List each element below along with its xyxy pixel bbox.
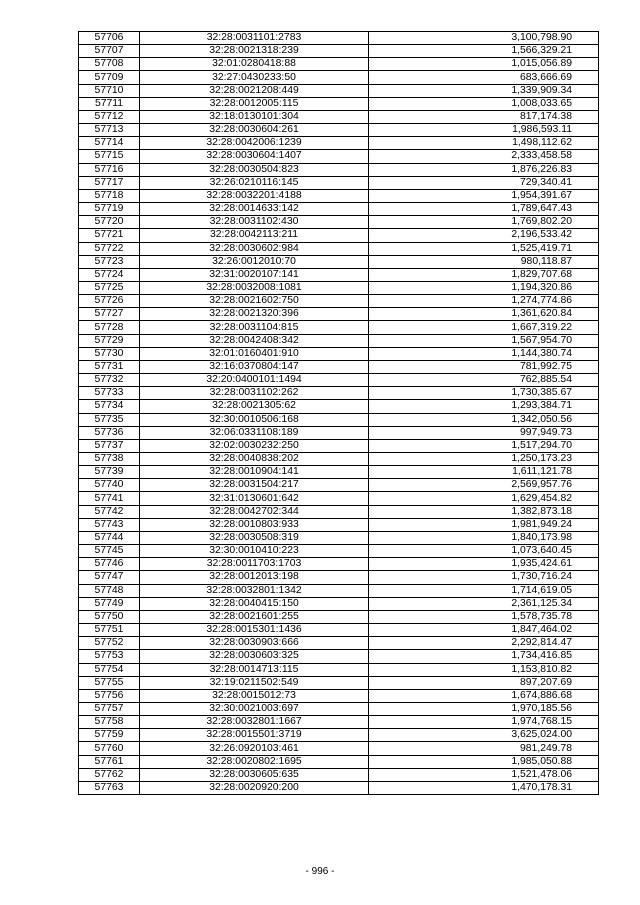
row-number-cell: 57714 bbox=[79, 137, 140, 150]
value-cell: 1,981,949.24 bbox=[369, 518, 599, 531]
table-row bbox=[79, 163, 599, 176]
table-row bbox=[79, 689, 599, 702]
row-number-cell: 57726 bbox=[79, 295, 140, 308]
row-number-cell: 57723 bbox=[79, 255, 140, 268]
table-row bbox=[79, 360, 599, 373]
cadastral-number-cell: 32:28:0042113:211 bbox=[140, 229, 369, 242]
cadastral-number-cell: 32:28:0032801:1342 bbox=[140, 584, 369, 597]
row-number-cell: 57745 bbox=[79, 545, 140, 558]
value-cell: 683,666.69 bbox=[369, 71, 599, 84]
table-row bbox=[79, 189, 599, 202]
row-number-cell: 57760 bbox=[79, 742, 140, 755]
cadastral-number-cell: 32:28:0030604:1407 bbox=[140, 150, 369, 163]
table-row bbox=[79, 545, 599, 558]
cadastral-number-cell: 32:28:0030602:984 bbox=[140, 242, 369, 255]
value-cell: 997,949.73 bbox=[369, 426, 599, 439]
value-cell: 3,100,798.90 bbox=[369, 32, 599, 45]
value-cell: 1,829,707.68 bbox=[369, 268, 599, 281]
value-cell: 1,293,384.71 bbox=[369, 400, 599, 413]
table-row bbox=[79, 281, 599, 294]
value-cell: 1,274,774.86 bbox=[369, 295, 599, 308]
cadastral-number-cell: 32:28:0021602:750 bbox=[140, 295, 369, 308]
value-cell: 1,847,464.02 bbox=[369, 624, 599, 637]
cadastral-number-cell: 32:28:0021320:396 bbox=[140, 308, 369, 321]
cadastral-number-cell: 32:02:0030232:250 bbox=[140, 439, 369, 452]
value-cell: 1,789,647.43 bbox=[369, 203, 599, 216]
table-row bbox=[79, 466, 599, 479]
row-number-cell: 57711 bbox=[79, 97, 140, 110]
value-cell: 1,521,478.06 bbox=[369, 768, 599, 781]
cadastral-number-cell: 32:28:0010803:933 bbox=[140, 518, 369, 531]
table-row bbox=[79, 781, 599, 794]
page-number: - 996 - bbox=[305, 866, 335, 877]
value-cell: 1,470,178.31 bbox=[369, 781, 599, 794]
row-number-cell: 57707 bbox=[79, 45, 140, 58]
value-cell: 762,885.54 bbox=[369, 374, 599, 387]
row-number-cell: 57750 bbox=[79, 610, 140, 623]
cadastral-number-cell: 32:26:0920103:461 bbox=[140, 742, 369, 755]
value-cell: 1,153,810.82 bbox=[369, 663, 599, 676]
value-cell: 1,342,050.56 bbox=[369, 413, 599, 426]
row-number-cell: 57759 bbox=[79, 729, 140, 742]
value-cell: 897,207.69 bbox=[369, 676, 599, 689]
cadastral-number-cell: 32:30:0010506:168 bbox=[140, 413, 369, 426]
row-number-cell: 57713 bbox=[79, 124, 140, 137]
table-row bbox=[79, 203, 599, 216]
table-row bbox=[79, 558, 599, 571]
cadastral-number-cell: 32:28:0012005:115 bbox=[140, 97, 369, 110]
cadastral-number-cell: 32:19:0211502:549 bbox=[140, 676, 369, 689]
cadastral-number-cell: 32:20:0400101:1494 bbox=[140, 374, 369, 387]
table-row bbox=[79, 242, 599, 255]
table-row bbox=[79, 124, 599, 137]
cadastral-number-cell: 32:28:0020802:1695 bbox=[140, 755, 369, 768]
value-cell: 1,339,909.34 bbox=[369, 84, 599, 97]
cadastral-number-cell: 32:27:0430233:50 bbox=[140, 71, 369, 84]
row-number-cell: 57761 bbox=[79, 755, 140, 768]
value-cell: 1,986,593.11 bbox=[369, 124, 599, 137]
cadastral-number-cell: 32:28:0015301:1436 bbox=[140, 624, 369, 637]
table-row bbox=[79, 729, 599, 742]
value-cell: 1,970,185.56 bbox=[369, 702, 599, 715]
table-row bbox=[79, 479, 599, 492]
row-number-cell: 57718 bbox=[79, 189, 140, 202]
cadastral-number-cell: 32:28:0021318:239 bbox=[140, 45, 369, 58]
table-row bbox=[79, 347, 599, 360]
value-cell: 1,674,886.68 bbox=[369, 689, 599, 702]
cadastral-number-cell: 32:28:0030604:261 bbox=[140, 124, 369, 137]
table-row bbox=[79, 413, 599, 426]
value-cell: 1,714,619.05 bbox=[369, 584, 599, 597]
table-row bbox=[79, 584, 599, 597]
row-number-cell: 57736 bbox=[79, 426, 140, 439]
value-cell: 1,073,640.45 bbox=[369, 545, 599, 558]
cadastral-number-cell: 32:28:0042702:344 bbox=[140, 505, 369, 518]
table-row bbox=[79, 150, 599, 163]
row-number-cell: 57751 bbox=[79, 624, 140, 637]
row-number-cell: 57708 bbox=[79, 58, 140, 71]
table-row bbox=[79, 216, 599, 229]
row-number-cell: 57742 bbox=[79, 505, 140, 518]
value-cell: 2,569,957.76 bbox=[369, 479, 599, 492]
cadastral-number-cell: 32:28:0015012:73 bbox=[140, 689, 369, 702]
value-cell: 2,333,458.58 bbox=[369, 150, 599, 163]
cadastral-number-cell: 32:28:0032201:4188 bbox=[140, 189, 369, 202]
value-cell: 781,992.75 bbox=[369, 360, 599, 373]
cadastral-number-cell: 32:28:0040838:202 bbox=[140, 453, 369, 466]
table-row bbox=[79, 71, 599, 84]
cadastral-number-cell: 32:28:0031101:2783 bbox=[140, 32, 369, 45]
table-row bbox=[79, 387, 599, 400]
row-number-cell: 57709 bbox=[79, 71, 140, 84]
row-number-cell: 57727 bbox=[79, 308, 140, 321]
table-row bbox=[79, 176, 599, 189]
cadastral-number-cell: 32:16:0370804:147 bbox=[140, 360, 369, 373]
table-row bbox=[79, 610, 599, 623]
row-number-cell: 57722 bbox=[79, 242, 140, 255]
table-row bbox=[79, 45, 599, 58]
table-row bbox=[79, 229, 599, 242]
row-number-cell: 57758 bbox=[79, 716, 140, 729]
value-cell: 1,611,121.78 bbox=[369, 466, 599, 479]
row-number-cell: 57762 bbox=[79, 768, 140, 781]
value-cell: 1,954,391.67 bbox=[369, 189, 599, 202]
row-number-cell: 57753 bbox=[79, 650, 140, 663]
cadastral-number-cell: 32:30:0010410:223 bbox=[140, 545, 369, 558]
value-cell: 1,876,226.83 bbox=[369, 163, 599, 176]
value-cell: 1,730,385.67 bbox=[369, 387, 599, 400]
cadastral-number-cell: 32:26:0210116:145 bbox=[140, 176, 369, 189]
row-number-cell: 57738 bbox=[79, 453, 140, 466]
table-row bbox=[79, 308, 599, 321]
value-cell: 1,566,329.21 bbox=[369, 45, 599, 58]
table-row bbox=[79, 58, 599, 71]
value-cell: 1,008,033.65 bbox=[369, 97, 599, 110]
value-cell: 981,249.78 bbox=[369, 742, 599, 755]
row-number-cell: 57725 bbox=[79, 281, 140, 294]
cadastral-number-cell: 32:28:0030603:325 bbox=[140, 650, 369, 663]
value-cell: 1,015,056.89 bbox=[369, 58, 599, 71]
value-cell: 1,250,173.23 bbox=[369, 453, 599, 466]
row-number-cell: 57757 bbox=[79, 702, 140, 715]
cadastral-number-cell: 32:28:0014713:115 bbox=[140, 663, 369, 676]
row-number-cell: 57755 bbox=[79, 676, 140, 689]
row-number-cell: 57746 bbox=[79, 558, 140, 571]
table-row bbox=[79, 295, 599, 308]
row-number-cell: 57730 bbox=[79, 347, 140, 360]
value-cell: 1,144,380.74 bbox=[369, 347, 599, 360]
cadastral-number-cell: 32:28:0012013:198 bbox=[140, 571, 369, 584]
value-cell: 1,974,768.15 bbox=[369, 716, 599, 729]
value-cell: 1,935,424.61 bbox=[369, 558, 599, 571]
cadastral-number-cell: 32:28:0030605:635 bbox=[140, 768, 369, 781]
row-number-cell: 57721 bbox=[79, 229, 140, 242]
table-row bbox=[79, 768, 599, 781]
table-row bbox=[79, 702, 599, 715]
row-number-cell: 57735 bbox=[79, 413, 140, 426]
table-row bbox=[79, 84, 599, 97]
table-row bbox=[79, 426, 599, 439]
cadastral-number-cell: 32:28:0010904:141 bbox=[140, 466, 369, 479]
table-row bbox=[79, 32, 599, 45]
table-row bbox=[79, 439, 599, 452]
row-number-cell: 57744 bbox=[79, 531, 140, 544]
table-row bbox=[79, 637, 599, 650]
table-row bbox=[79, 716, 599, 729]
value-cell: 1,730,716.24 bbox=[369, 571, 599, 584]
row-number-cell: 57741 bbox=[79, 492, 140, 505]
row-number-cell: 57748 bbox=[79, 584, 140, 597]
value-cell: 817,174.38 bbox=[369, 110, 599, 123]
cadastral-number-cell: 32:06:0331108:189 bbox=[140, 426, 369, 439]
cadastral-number-cell: 32:26:0012010:70 bbox=[140, 255, 369, 268]
table-row bbox=[79, 268, 599, 281]
value-cell: 980,118.87 bbox=[369, 255, 599, 268]
table-row bbox=[79, 755, 599, 768]
table-row bbox=[79, 334, 599, 347]
table-row bbox=[79, 505, 599, 518]
row-number-cell: 57737 bbox=[79, 439, 140, 452]
row-number-cell: 57731 bbox=[79, 360, 140, 373]
row-number-cell: 57724 bbox=[79, 268, 140, 281]
row-number-cell: 57754 bbox=[79, 663, 140, 676]
cadastral-number-cell: 32:30:0021003:697 bbox=[140, 702, 369, 715]
value-cell: 1,525,419.71 bbox=[369, 242, 599, 255]
value-cell: 1,382,873.18 bbox=[369, 505, 599, 518]
table-row bbox=[79, 97, 599, 110]
value-cell: 1,498,112.62 bbox=[369, 137, 599, 150]
cadastral-number-cell: 32:28:0042006:1239 bbox=[140, 137, 369, 150]
row-number-cell: 57717 bbox=[79, 176, 140, 189]
row-number-cell: 57710 bbox=[79, 84, 140, 97]
row-number-cell: 57749 bbox=[79, 597, 140, 610]
row-number-cell: 57739 bbox=[79, 466, 140, 479]
row-number-cell: 57732 bbox=[79, 374, 140, 387]
cadastral-number-cell: 32:18:0130101:304 bbox=[140, 110, 369, 123]
table-row bbox=[79, 400, 599, 413]
cadastral-number-cell: 32:28:0014633:142 bbox=[140, 203, 369, 216]
cadastral-number-cell: 32:28:0042408:342 bbox=[140, 334, 369, 347]
value-cell: 1,769,802.20 bbox=[369, 216, 599, 229]
row-number-cell: 57734 bbox=[79, 400, 140, 413]
row-number-cell: 57733 bbox=[79, 387, 140, 400]
table-row bbox=[79, 492, 599, 505]
table-row bbox=[79, 624, 599, 637]
cadastral-number-cell: 32:28:0031102:430 bbox=[140, 216, 369, 229]
cadastral-number-cell: 32:28:0030504:823 bbox=[140, 163, 369, 176]
cadastral-number-cell: 32:28:0021601:255 bbox=[140, 610, 369, 623]
cadastral-number-cell: 32:28:0021208:449 bbox=[140, 84, 369, 97]
table-row bbox=[79, 663, 599, 676]
table-row bbox=[79, 518, 599, 531]
cadastral-value-table bbox=[78, 31, 599, 795]
value-cell: 1,578,735.78 bbox=[369, 610, 599, 623]
cadastral-number-cell: 32:28:0031504:217 bbox=[140, 479, 369, 492]
row-number-cell: 57740 bbox=[79, 479, 140, 492]
value-cell: 1,629,454.82 bbox=[369, 492, 599, 505]
value-cell: 2,292,814.47 bbox=[369, 637, 599, 650]
table-row bbox=[79, 597, 599, 610]
row-number-cell: 57719 bbox=[79, 203, 140, 216]
row-number-cell: 57747 bbox=[79, 571, 140, 584]
row-number-cell: 57752 bbox=[79, 637, 140, 650]
table-row bbox=[79, 255, 599, 268]
row-number-cell: 57715 bbox=[79, 150, 140, 163]
table-row bbox=[79, 453, 599, 466]
table-row bbox=[79, 321, 599, 334]
cadastral-number-cell: 32:28:0032008:1081 bbox=[140, 281, 369, 294]
value-cell: 1,840,173.98 bbox=[369, 531, 599, 544]
table-row bbox=[79, 742, 599, 755]
cadastral-number-cell: 32:28:0031102:262 bbox=[140, 387, 369, 400]
cadastral-number-cell: 32:28:0031104:815 bbox=[140, 321, 369, 334]
table-body bbox=[79, 32, 599, 795]
table-row bbox=[79, 110, 599, 123]
row-number-cell: 57720 bbox=[79, 216, 140, 229]
value-cell: 1,734,416.85 bbox=[369, 650, 599, 663]
cadastral-number-cell: 32:28:0040415:150 bbox=[140, 597, 369, 610]
table-row bbox=[79, 137, 599, 150]
value-cell: 1,517,294.70 bbox=[369, 439, 599, 452]
value-cell: 1,985,050.88 bbox=[369, 755, 599, 768]
row-number-cell: 57763 bbox=[79, 781, 140, 794]
table-row bbox=[79, 650, 599, 663]
table-row bbox=[79, 571, 599, 584]
cadastral-number-cell: 32:28:0011703:1703 bbox=[140, 558, 369, 571]
value-cell: 1,194,320.86 bbox=[369, 281, 599, 294]
cadastral-number-cell: 32:28:0020920:200 bbox=[140, 781, 369, 794]
table-row bbox=[79, 374, 599, 387]
cadastral-number-cell: 32:28:0030903:666 bbox=[140, 637, 369, 650]
cadastral-number-cell: 32:01:0160401:910 bbox=[140, 347, 369, 360]
table-row bbox=[79, 531, 599, 544]
value-cell: 1,361,620.84 bbox=[369, 308, 599, 321]
row-number-cell: 57716 bbox=[79, 163, 140, 176]
cadastral-number-cell: 32:28:0021305:62 bbox=[140, 400, 369, 413]
cadastral-number-cell: 32:01:0280418:88 bbox=[140, 58, 369, 71]
value-cell: 1,667,319.22 bbox=[369, 321, 599, 334]
row-number-cell: 57743 bbox=[79, 518, 140, 531]
row-number-cell: 57712 bbox=[79, 110, 140, 123]
cadastral-number-cell: 32:31:0130601:642 bbox=[140, 492, 369, 505]
table-row bbox=[79, 676, 599, 689]
row-number-cell: 57729 bbox=[79, 334, 140, 347]
row-number-cell: 57728 bbox=[79, 321, 140, 334]
row-number-cell: 57756 bbox=[79, 689, 140, 702]
cadastral-number-cell: 32:28:0032801:1667 bbox=[140, 716, 369, 729]
cadastral-number-cell: 32:31:0020107:141 bbox=[140, 268, 369, 281]
value-cell: 729,340.41 bbox=[369, 176, 599, 189]
value-cell: 2,196,533.42 bbox=[369, 229, 599, 242]
value-cell: 3,625,024.00 bbox=[369, 729, 599, 742]
cadastral-number-cell: 32:28:0015501:3719 bbox=[140, 729, 369, 742]
value-cell: 1,567,954.70 bbox=[369, 334, 599, 347]
value-cell: 2,361,125.34 bbox=[369, 597, 599, 610]
cadastral-number-cell: 32:28:0030508:319 bbox=[140, 531, 369, 544]
row-number-cell: 57706 bbox=[79, 32, 140, 45]
